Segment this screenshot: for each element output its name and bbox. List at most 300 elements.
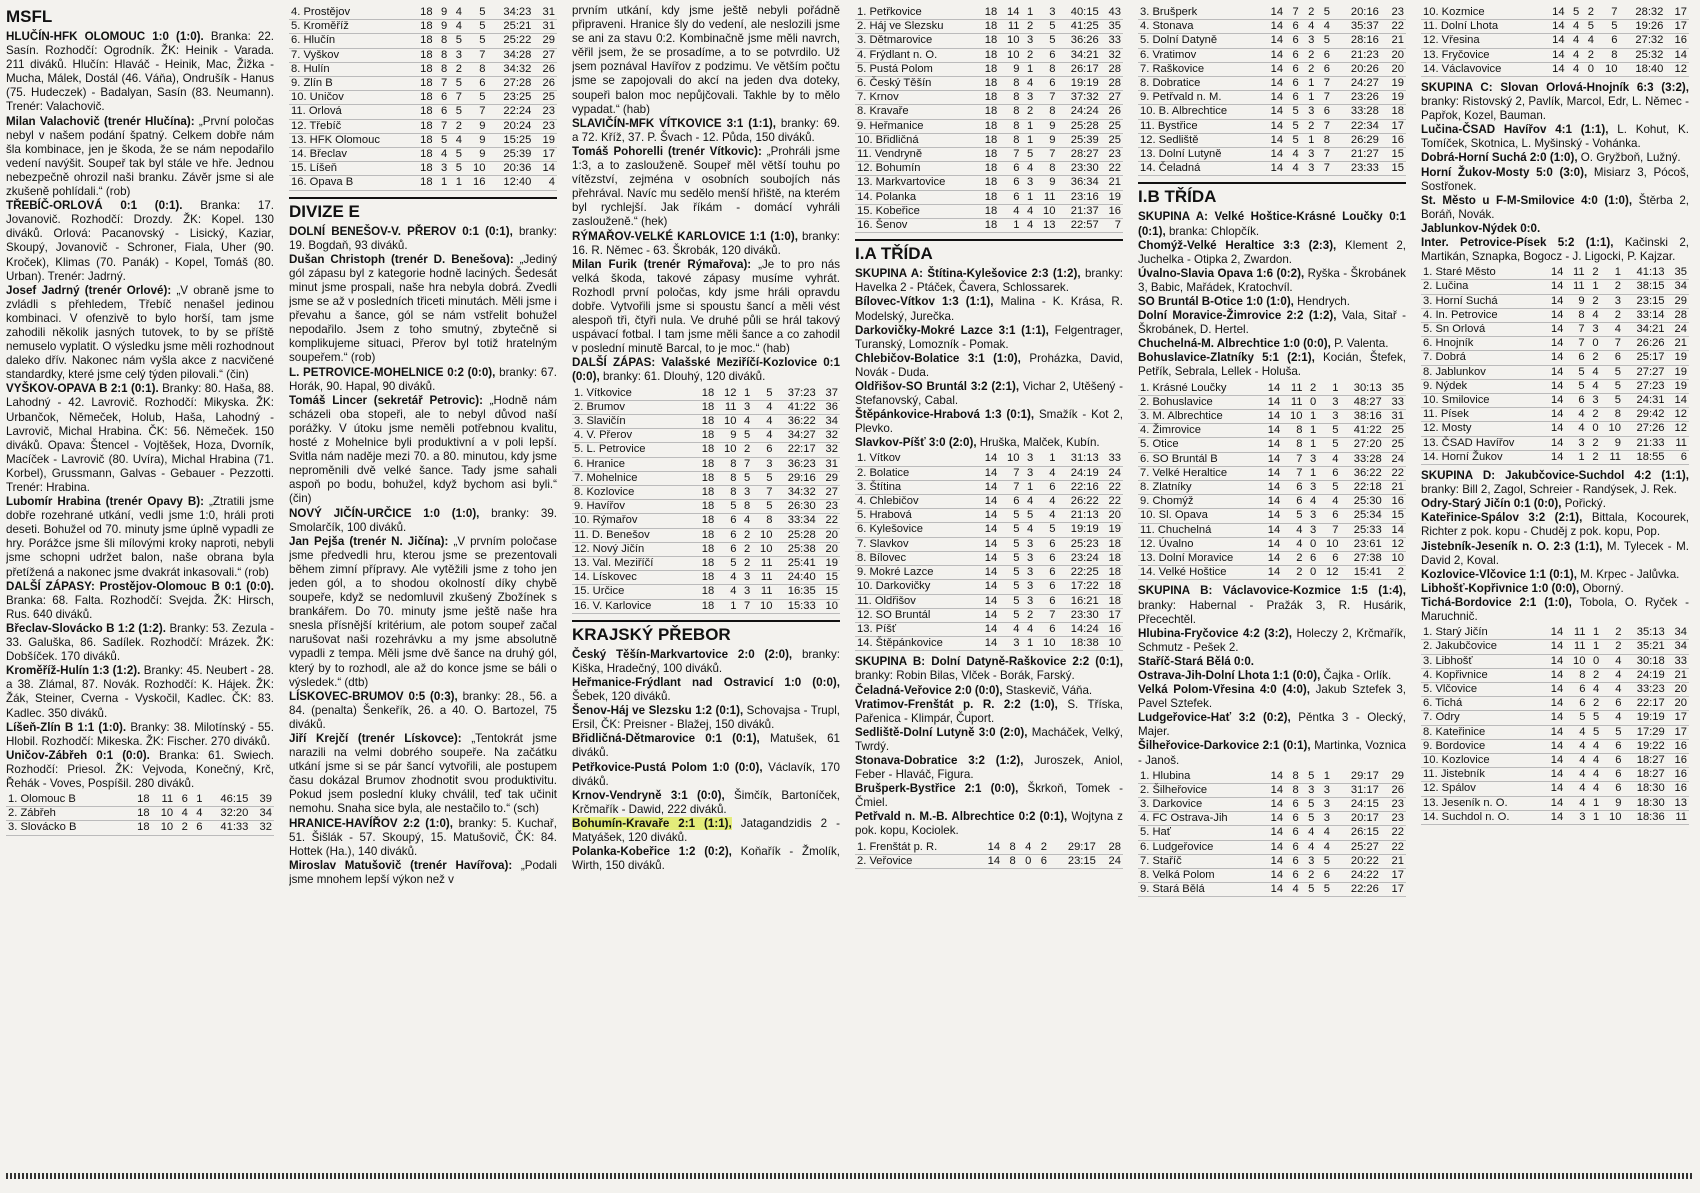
column-2 bbox=[289, 4, 557, 1179]
match-detail: Malina - K. Krása, R. Modelský, Jurečka. bbox=[855, 295, 1123, 323]
stat-cell: 14 bbox=[1260, 480, 1282, 494]
table-row bbox=[1138, 798, 1406, 812]
stat-cell: 41:22 bbox=[774, 400, 817, 414]
match-report bbox=[289, 732, 557, 817]
stat-cell: 8 bbox=[999, 119, 1021, 133]
stat-cell: 15:33 bbox=[774, 599, 817, 613]
stat-cell: 6 bbox=[1035, 566, 1057, 580]
stat-cell: 4 bbox=[716, 571, 738, 585]
stat-cell: 10 bbox=[152, 821, 176, 835]
stat-cell: 14 bbox=[1260, 812, 1285, 826]
team-cell: 9. Zlín B bbox=[289, 77, 411, 91]
stat-cell: 18 bbox=[694, 599, 716, 613]
team-cell: 1. Hlubina bbox=[1138, 770, 1260, 784]
match-title: Jablunkov-Nýdek 0:0. bbox=[1421, 221, 1541, 235]
stat-cell: 3 bbox=[738, 485, 752, 499]
match-detail: branky: 39. Smolarčík, 100 diváků. bbox=[289, 506, 557, 534]
table-row bbox=[1421, 48, 1689, 62]
match-detail: M. Tylecek - M. David 2, Koval. bbox=[1421, 539, 1689, 567]
stat-cell: 29 bbox=[1667, 294, 1689, 308]
match-title: Brušperk-Bystřice 2:1 (0:0), bbox=[855, 782, 1019, 796]
stat-cell: 17 bbox=[1101, 608, 1123, 622]
team-cell: 7. Odry bbox=[1421, 711, 1543, 725]
table-row bbox=[1421, 394, 1689, 408]
match-report bbox=[289, 366, 557, 394]
stat-cell: 14 bbox=[1543, 266, 1565, 280]
stat-cell: 19 bbox=[1667, 365, 1689, 379]
stat-cell: 4 bbox=[1587, 365, 1601, 379]
stat-cell: 37 bbox=[818, 387, 840, 401]
match-title: SKUPINA D: Jakubčovice-Suchdol 4:2 (1:1), bbox=[1421, 469, 1689, 483]
stat-cell: 18 bbox=[694, 414, 716, 428]
stat-cell: 10 bbox=[818, 599, 840, 613]
stat-cell: 4 bbox=[1567, 62, 1582, 76]
match-title: Inter. Petrovice-Písek 5:2 (1:1), bbox=[1421, 236, 1614, 250]
table-row bbox=[1421, 640, 1689, 654]
stat-cell: 5 bbox=[752, 471, 774, 485]
stat-cell: 6 bbox=[1316, 62, 1332, 76]
stat-cell: 5 bbox=[1601, 379, 1623, 393]
stat-cell: 18 bbox=[977, 162, 999, 176]
match-detail: Kačinski 2, Martikán, Sznapka, Bogocz - J. Ligocki, P. Kajzar. bbox=[1421, 236, 1689, 264]
stat-cell: 4 bbox=[1565, 768, 1587, 782]
stat-cell: 9 bbox=[464, 119, 488, 133]
stat-cell: 25:17 bbox=[1623, 351, 1667, 365]
match-title: Tomáš Lincer (sekretář Petrovic): bbox=[289, 393, 483, 407]
stat-cell: 7 bbox=[1596, 6, 1620, 20]
team-cell: 11. Písek bbox=[1421, 408, 1543, 422]
stat-cell: 18 bbox=[411, 105, 435, 119]
table-row bbox=[1138, 854, 1406, 868]
match-detail: Štěrba 2, Boráň, Novák. bbox=[1421, 193, 1689, 221]
table-row bbox=[289, 6, 557, 20]
stat-cell: 34:28 bbox=[488, 48, 534, 62]
stat-cell: 6 bbox=[1565, 394, 1586, 408]
stat-cell: 7 bbox=[999, 148, 1021, 162]
stat-cell: 25:30 bbox=[1340, 495, 1383, 509]
stat-cell: 14 bbox=[1260, 869, 1285, 883]
stat-cell: 29:42 bbox=[1623, 408, 1667, 422]
stat-cell: 18 bbox=[977, 176, 999, 190]
stat-cell: 9 bbox=[435, 20, 450, 34]
stat-cell: 14 bbox=[1543, 753, 1565, 767]
match-report bbox=[6, 284, 274, 383]
team-cell: 1. Vítkovice bbox=[572, 387, 694, 401]
team-cell: 13. ČSAD Havířov bbox=[1421, 436, 1543, 450]
match-detail: O. Gryžboň, Lužný. bbox=[1580, 151, 1681, 165]
team-cell: 6. Vratimov bbox=[1138, 48, 1260, 62]
table-row bbox=[1421, 62, 1689, 76]
stat-cell: 24:40 bbox=[774, 571, 817, 585]
stat-cell: 41:25 bbox=[1057, 20, 1100, 34]
stat-cell: 18 bbox=[128, 807, 152, 821]
match-title: DOLNÍ BENEŠOV-V. PŘEROV 0:1 (0:1), bbox=[289, 224, 513, 238]
stat-cell: 7 bbox=[1316, 77, 1332, 91]
table-row bbox=[855, 148, 1123, 162]
stat-cell: 10 bbox=[1035, 637, 1057, 651]
stat-cell: 6 bbox=[999, 176, 1021, 190]
stat-cell: 25:39 bbox=[1057, 133, 1100, 147]
stat-cell: 29:17 bbox=[1049, 841, 1098, 855]
stat-cell: 24 bbox=[1101, 466, 1123, 480]
section-heading: I.B TŘÍDA bbox=[1138, 182, 1406, 208]
stat-cell: 7 bbox=[1282, 452, 1304, 466]
team-cell: 10. Břidličná bbox=[855, 133, 977, 147]
stat-cell: 5 bbox=[1596, 20, 1620, 34]
stat-cell: 6 bbox=[1318, 509, 1340, 523]
stat-cell: 14 bbox=[1665, 48, 1689, 62]
match-report bbox=[1421, 469, 1689, 497]
stat-cell: 23:15 bbox=[1049, 854, 1098, 868]
stat-cell: 18 bbox=[411, 148, 435, 162]
stat-cell: 27 bbox=[1101, 91, 1123, 105]
stat-cell: 34 bbox=[1667, 640, 1689, 654]
stat-cell: 33:28 bbox=[1340, 452, 1383, 466]
match-detail: Šebek, 120 diváků. bbox=[572, 690, 671, 704]
table-row bbox=[1138, 523, 1406, 537]
stat-cell: 8 bbox=[716, 471, 738, 485]
table-row bbox=[572, 400, 840, 414]
stat-cell: 34:32 bbox=[488, 62, 534, 76]
table-row bbox=[855, 105, 1123, 119]
match-report bbox=[1138, 655, 1406, 669]
stat-cell: 14 bbox=[1260, 566, 1282, 580]
stat-cell: 28:16 bbox=[1332, 34, 1381, 48]
stat-cell: 6 bbox=[1285, 798, 1301, 812]
stat-cell: 14 bbox=[1260, 382, 1282, 396]
stat-cell: 18 bbox=[1101, 566, 1123, 580]
stat-cell: 26:15 bbox=[1332, 826, 1381, 840]
stat-cell: 0 bbox=[1587, 337, 1601, 351]
stat-cell: 5 bbox=[449, 148, 464, 162]
standings-table bbox=[1421, 6, 1689, 77]
stat-cell: 23 bbox=[533, 105, 557, 119]
stat-cell: 11 bbox=[716, 400, 738, 414]
stat-cell: 19:19 bbox=[1623, 711, 1666, 725]
stat-cell: 7 bbox=[464, 105, 488, 119]
match-report bbox=[855, 380, 1123, 408]
match-report bbox=[572, 761, 840, 789]
table-row bbox=[6, 807, 274, 821]
stat-cell: 6 bbox=[1601, 697, 1623, 711]
team-cell: 8. Bílovec bbox=[855, 551, 977, 565]
team-cell: 6. Hlučín bbox=[289, 34, 411, 48]
stat-cell: 34 bbox=[1667, 626, 1689, 640]
stat-cell: 4 bbox=[1565, 739, 1587, 753]
stat-cell: 27:38 bbox=[1340, 552, 1383, 566]
table-row bbox=[1421, 796, 1689, 810]
table-row bbox=[572, 485, 840, 499]
stat-cell: 2 bbox=[1301, 6, 1317, 20]
match-detail: branky: 5. Kuchař, 51. Šišlák - 57. Skoupý, 15. Matušovič, ČK: 84. Hottek (Ha.), 140 diváků. bbox=[289, 816, 557, 858]
stat-cell: 7 bbox=[435, 119, 450, 133]
team-cell: 12. Spálov bbox=[1421, 782, 1543, 796]
stat-cell: 4 bbox=[1587, 753, 1601, 767]
stat-cell: 6 bbox=[1601, 739, 1623, 753]
standings-table bbox=[855, 841, 1123, 869]
stat-cell: 18 bbox=[977, 105, 999, 119]
stat-cell: 2 bbox=[738, 528, 752, 542]
team-cell: 8. Dobratice bbox=[1138, 77, 1260, 91]
stat-cell: 5 bbox=[464, 91, 488, 105]
table-row bbox=[1421, 323, 1689, 337]
stat-cell: 9 bbox=[464, 148, 488, 162]
match-title: SKUPINA B: Václavovice-Kozmice 1:5 (1:4), bbox=[1138, 584, 1406, 598]
stat-cell: 4 bbox=[1021, 622, 1035, 636]
match-title: RÝMAŘOV-VELKÉ KARLOVICE 1:1 (1:0), bbox=[572, 229, 798, 243]
stat-cell: 21:33 bbox=[1623, 436, 1667, 450]
match-title: DALŠÍ ZÁPAS: Valašské Meziříčí-Kozlovice 0:1 (0:0), bbox=[572, 356, 840, 384]
stat-cell: 11 bbox=[1282, 382, 1304, 396]
match-detail: Koňařík - Žmolík, Wirth, 150 diváků. bbox=[572, 845, 840, 873]
team-cell: 11. Oldřišov bbox=[855, 594, 977, 608]
stat-cell: 14 bbox=[977, 480, 999, 494]
match-title: Dolní Moravice-Žimrovice 2:2 (1:2), bbox=[1138, 309, 1337, 323]
column-3 bbox=[572, 4, 840, 1179]
stat-cell: 14 bbox=[999, 6, 1021, 20]
match-title: Sedliště-Dolní Lutyně 3:0 (2:0), bbox=[855, 725, 1028, 739]
stat-cell: 6 bbox=[716, 542, 738, 556]
match-report bbox=[6, 721, 274, 749]
stat-cell: 7 bbox=[1316, 162, 1332, 176]
stat-cell: 10 bbox=[999, 34, 1021, 48]
team-cell: 3. Slavičín bbox=[572, 414, 694, 428]
stat-cell: 2 bbox=[1581, 48, 1596, 62]
team-cell: 6. Tichá bbox=[1421, 697, 1543, 711]
team-cell: 14. Suchdol n. O. bbox=[1421, 810, 1543, 824]
stat-cell: 18 bbox=[977, 77, 999, 91]
stat-cell: 6 bbox=[1285, 20, 1301, 34]
stat-cell: 25:34 bbox=[1340, 509, 1383, 523]
stat-cell: 14 bbox=[977, 537, 999, 551]
stat-cell: 14 bbox=[1543, 337, 1565, 351]
stat-cell: 4 bbox=[999, 622, 1021, 636]
stat-cell: 14 bbox=[977, 594, 999, 608]
stat-cell: 6 bbox=[999, 162, 1021, 176]
match-detail: L. Kohut, K. Tomíček, Skotnica, L. Myšinský - Vohánka. bbox=[1421, 123, 1689, 151]
stat-cell: 14 bbox=[1543, 711, 1565, 725]
standings-table bbox=[289, 6, 557, 191]
stat-cell: 10 bbox=[999, 48, 1021, 62]
stat-cell: 40:15 bbox=[1057, 6, 1100, 20]
stat-cell: 23 bbox=[1381, 798, 1406, 812]
stat-cell: 12:40 bbox=[488, 176, 534, 190]
stat-cell: 21:23 bbox=[1332, 48, 1381, 62]
stat-cell: 23:30 bbox=[1057, 162, 1100, 176]
stat-cell: 18 bbox=[977, 20, 999, 34]
stat-cell: 4 bbox=[533, 176, 557, 190]
stat-cell: 14 bbox=[1260, 48, 1285, 62]
team-cell: 6. Hnojník bbox=[1421, 337, 1543, 351]
team-cell: 5. L. Petrovice bbox=[572, 443, 694, 457]
stat-cell: 4 bbox=[738, 414, 752, 428]
stat-cell: 4 bbox=[1567, 20, 1582, 34]
stat-cell: 27:28 bbox=[488, 77, 534, 91]
match-title: Kroměříž-Hulín 1:3 (1:2). bbox=[6, 664, 141, 678]
match-title: DALŠÍ ZÁPASY: Prostějov-Olomouc B 0:1 (0:0). bbox=[6, 579, 274, 593]
stat-cell: 24 bbox=[1384, 452, 1406, 466]
stat-cell: 5 bbox=[999, 566, 1021, 580]
stat-cell: 8 bbox=[716, 485, 738, 499]
stat-cell: 22 bbox=[1101, 162, 1123, 176]
match-detail: Staskevič, Váňa. bbox=[1005, 683, 1093, 697]
stat-cell: 28 bbox=[1101, 62, 1123, 76]
stat-cell: 18 bbox=[694, 471, 716, 485]
stat-cell: 37:32 bbox=[1057, 91, 1100, 105]
match-detail: Branky: 38. Milotínský - 55. Hlobil. Rozhodčí: Mikeska. ŽK: Fischer. 270 diváků. bbox=[6, 720, 274, 748]
stat-cell: 4 bbox=[1301, 20, 1317, 34]
team-cell: 6. Ludgeřovice bbox=[1138, 840, 1260, 854]
stat-cell: 18 bbox=[1101, 594, 1123, 608]
stat-cell: 21 bbox=[1384, 480, 1406, 494]
team-cell: 12. Úvalno bbox=[1138, 537, 1260, 551]
stat-cell: 6 bbox=[1285, 77, 1301, 91]
match-title: Josef Jadrný (trenér Orlové): bbox=[6, 283, 172, 297]
match-report bbox=[6, 664, 274, 720]
table-row bbox=[855, 62, 1123, 76]
section-heading: KRAJSKÝ PŘEBOR bbox=[572, 620, 840, 646]
stat-cell: 3 bbox=[1601, 294, 1623, 308]
stat-cell: 14 bbox=[1260, 509, 1282, 523]
stat-cell: 6 bbox=[1667, 450, 1689, 464]
table-row bbox=[1138, 395, 1406, 409]
stat-cell: 23:15 bbox=[1623, 294, 1667, 308]
stat-cell: 0 bbox=[1304, 566, 1318, 580]
match-report bbox=[1138, 337, 1406, 351]
stat-cell: 26:26 bbox=[1623, 337, 1667, 351]
report-text bbox=[572, 4, 840, 117]
stat-cell: 14 bbox=[977, 622, 999, 636]
stat-cell: 37:23 bbox=[774, 387, 817, 401]
stat-cell: 18 bbox=[694, 542, 716, 556]
standings-table bbox=[6, 793, 274, 836]
match-report bbox=[1421, 497, 1689, 511]
stat-cell: 3 bbox=[1021, 452, 1035, 466]
team-cell: 13. HFK Olomouc bbox=[289, 133, 411, 147]
stat-cell: 4 bbox=[1587, 768, 1601, 782]
stat-cell: 19 bbox=[818, 556, 840, 570]
match-report bbox=[572, 230, 840, 258]
stat-cell: 22:16 bbox=[1057, 480, 1100, 494]
match-title: Darkovičky-Mokré Lazce 3:1 (1:1), bbox=[855, 323, 1049, 337]
stat-cell: 4 bbox=[1587, 782, 1601, 796]
stat-cell: 22 bbox=[1381, 840, 1406, 854]
stat-cell: 6 bbox=[1285, 91, 1301, 105]
stat-cell: 33 bbox=[1101, 452, 1123, 466]
section-heading: I.A TŘÍDA bbox=[855, 239, 1123, 265]
team-cell: 9. Havířov bbox=[572, 500, 694, 514]
table-row bbox=[855, 204, 1123, 218]
match-report bbox=[572, 356, 840, 384]
stat-cell: 18 bbox=[411, 20, 435, 34]
stat-cell: 4 bbox=[435, 148, 450, 162]
stat-cell: 8 bbox=[1002, 854, 1018, 868]
stat-cell: 3 bbox=[1301, 854, 1317, 868]
match-detail: Branky: 45. Neubert - 28. a 38. Zlámal, 87. Novák. Rozhodčí: K. Hájek. ŽK: Žák, Steiner, Cverna - Vyskočil, Kadlec. ČK: 83. Kadlec. 350 diváků. bbox=[6, 664, 274, 720]
team-cell: 14. Štěpánkovice bbox=[855, 637, 977, 651]
stat-cell: 14 bbox=[1260, 452, 1282, 466]
table-row bbox=[1138, 48, 1406, 62]
stat-cell: 14 bbox=[977, 523, 999, 537]
stat-cell: 18 bbox=[1101, 537, 1123, 551]
stat-cell: 4 bbox=[1282, 523, 1304, 537]
match-detail: Branka: 61. Swiech. Rozhodčí: Priesol. ŽK: Vejvoda, Konečný, Krč, Řehák - Voves, Pospíšil. 280 diváků. bbox=[6, 748, 274, 790]
table-row bbox=[1138, 770, 1406, 784]
table-row bbox=[289, 77, 557, 91]
stat-cell: 17 bbox=[1381, 883, 1406, 897]
stat-cell: 21 bbox=[1381, 854, 1406, 868]
stat-cell: 15 bbox=[1381, 148, 1406, 162]
stat-cell: 14 bbox=[1260, 409, 1282, 423]
stat-cell: 11 bbox=[1565, 626, 1587, 640]
match-title: Tichá-Bordovice 2:1 (1:0), bbox=[1421, 595, 1572, 609]
stat-cell: 14 bbox=[977, 854, 1002, 868]
stat-cell: 1 bbox=[1304, 438, 1318, 452]
match-title: Čeladná-Veřovice 2:0 (0:0), bbox=[855, 683, 1003, 697]
stat-cell: 4 bbox=[1567, 34, 1582, 48]
table-row bbox=[1421, 711, 1689, 725]
table-row bbox=[1421, 280, 1689, 294]
stat-cell: 14 bbox=[1260, 105, 1285, 119]
stat-cell: 16 bbox=[1384, 495, 1406, 509]
stat-cell: 3 bbox=[1587, 394, 1601, 408]
match-detail: „Tentokrát jsme narazili na velmi dobrého soupeře. Na začátku utkání jsme si se pár šancí vytvořili, ale postupem času dokázal Brumov zhodnotit svou produktivitu. Pokud jsem poslední kluky chválil, teď tak učinit nemohu. Snaha sice byla, ale nestačilo to.“ (sch) bbox=[289, 732, 557, 816]
stat-cell: 6 bbox=[1033, 854, 1049, 868]
stat-cell: 14 bbox=[1260, 783, 1285, 797]
stat-cell: 9 bbox=[1035, 133, 1057, 147]
table-row bbox=[289, 91, 557, 105]
team-cell: 13. Fryčovice bbox=[1421, 48, 1543, 62]
stat-cell: 14 bbox=[533, 162, 557, 176]
team-cell: 1. Olomouc B bbox=[6, 793, 128, 807]
stat-cell: 10 bbox=[752, 542, 774, 556]
stat-cell: 7 bbox=[999, 466, 1021, 480]
table-row bbox=[1421, 351, 1689, 365]
stat-cell: 8 bbox=[1035, 105, 1057, 119]
stat-cell: 25:23 bbox=[1057, 537, 1100, 551]
stat-cell: 5 bbox=[449, 162, 464, 176]
stat-cell: 4 bbox=[1018, 841, 1034, 855]
match-detail: Vala, Sitař - Škrobánek, D. Hertel. bbox=[1138, 309, 1406, 337]
stat-cell: 18 bbox=[1381, 105, 1406, 119]
stat-cell: 9 bbox=[1601, 796, 1623, 810]
stat-cell: 18 bbox=[977, 62, 999, 76]
stat-cell: 14 bbox=[977, 608, 999, 622]
stat-cell: 14 bbox=[1260, 62, 1285, 76]
stat-cell: 25:33 bbox=[1340, 523, 1383, 537]
match-detail: branky: Havelka 2 - Ptáček, Čavera, Schlossarek. bbox=[855, 267, 1123, 295]
stat-cell: 14 bbox=[1543, 697, 1565, 711]
stat-cell: 1 bbox=[1587, 796, 1601, 810]
match-detail: Klement 2, Juchelka - Otipka 2, Zwardon. bbox=[1138, 238, 1406, 266]
match-detail: „Hodně nám scházeli oba stopeři, ale to nebyl důvod naší porážky. V útoku jsme neměli potřebnou kvalitu, hosté z Mohelnice byli produktivní a v poli lepší. Svitla nám naděje mezi 70. a 80. minutou, kdy jsme neproměnili dvě velké šance. Tady jsme sahali aspoň po bodu, bohužel, když bychom asi byli.“ (čin) bbox=[289, 393, 557, 506]
stat-cell: 4 bbox=[1316, 20, 1332, 34]
match-detail: Smažík - Kot 2, Plevko. bbox=[855, 408, 1123, 436]
standings-table bbox=[855, 452, 1123, 651]
stat-cell: 26 bbox=[533, 77, 557, 91]
stat-cell: 1 bbox=[716, 599, 738, 613]
match-detail: Šimčík, Bartoníček, Krčmařík - Dawid, 222 diváků. bbox=[572, 788, 840, 816]
match-report bbox=[6, 580, 274, 622]
stat-cell: 33 bbox=[1384, 395, 1406, 409]
stat-cell: 25:28 bbox=[774, 528, 817, 542]
table-row bbox=[1421, 450, 1689, 464]
stat-cell: 10 bbox=[1101, 637, 1123, 651]
stat-cell: 3 bbox=[1021, 91, 1035, 105]
stat-cell: 20:36 bbox=[488, 162, 534, 176]
table-row bbox=[572, 387, 840, 401]
table-row bbox=[1421, 725, 1689, 739]
